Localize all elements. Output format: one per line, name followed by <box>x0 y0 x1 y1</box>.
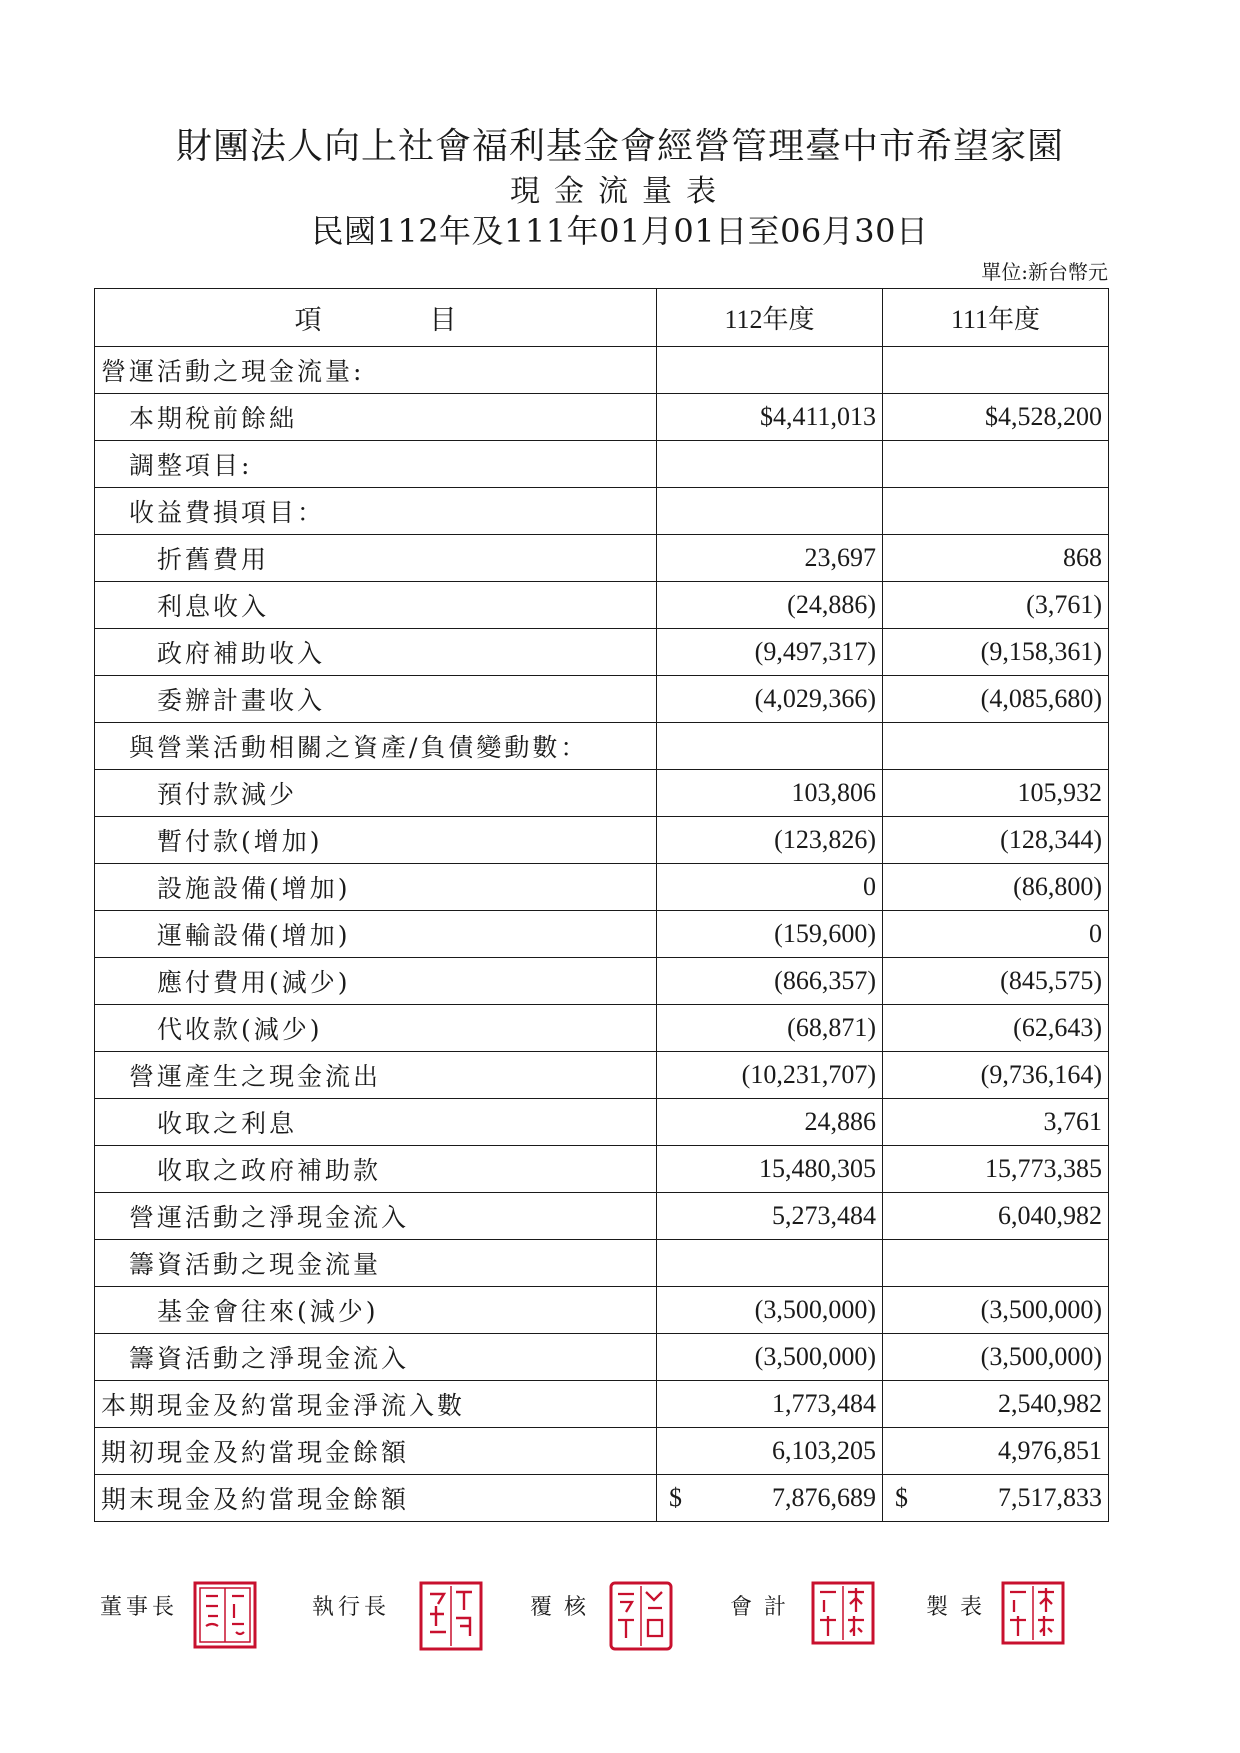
table-row <box>95 770 1109 817</box>
row-label: 與營業活動相關之資產/負債變動數： <box>95 723 657 770</box>
row-label: 本期稅前餘絀 <box>95 394 657 441</box>
preparer-seal <box>1000 1580 1066 1646</box>
table-row <box>95 1428 1109 1475</box>
value-112: 5,273,484 <box>657 1193 883 1240</box>
table-row <box>95 1193 1109 1240</box>
row-label: 暫付款(增加) <box>95 817 657 864</box>
currency-symbol: $ <box>669 1483 682 1512</box>
value-112: 6,103,205 <box>657 1428 883 1475</box>
value-112: (123,826) <box>657 817 883 864</box>
row-label: 收取之政府補助款 <box>95 1146 657 1193</box>
value-112: $4,411,013 <box>657 394 883 441</box>
chairman-label: 董事長 <box>100 1595 179 1620</box>
value-112: (10,231,707) <box>657 1052 883 1099</box>
value-111: 15,773,385 <box>883 1146 1109 1193</box>
value-112: (9,497,317) <box>657 629 883 676</box>
value-111: (3,500,000) <box>883 1287 1109 1334</box>
value-111: (3,500,000) <box>883 1334 1109 1381</box>
table-row <box>95 535 1109 582</box>
table-row <box>95 864 1109 911</box>
table-row <box>95 1240 1109 1287</box>
table-row <box>95 488 1109 535</box>
signature-block <box>100 1580 1120 1670</box>
row-label: 應付費用(減少) <box>95 958 657 1005</box>
value-112: (24,886) <box>657 582 883 629</box>
table-row <box>95 1287 1109 1334</box>
table-row <box>95 1005 1109 1052</box>
row-label: 收取之利息 <box>95 1099 657 1146</box>
amount: 7,517,833 <box>998 1483 1102 1512</box>
row-label: 期初現金及約當現金餘額 <box>95 1428 657 1475</box>
value-112: 103,806 <box>657 770 883 817</box>
value-112: (866,357) <box>657 958 883 1005</box>
row-label: 折舊費用 <box>95 535 657 582</box>
column-header-112: 112年度 <box>657 289 883 347</box>
ceo-label: 執行長 <box>312 1595 391 1620</box>
currency-symbol: $ <box>895 1483 908 1512</box>
value-111: (9,158,361) <box>883 629 1109 676</box>
table-row <box>95 1099 1109 1146</box>
table-row <box>95 817 1109 864</box>
value-112: 0 <box>657 864 883 911</box>
value-112: (68,871) <box>657 1005 883 1052</box>
accountant-seal <box>810 1580 876 1646</box>
value-111: (86,800) <box>883 864 1109 911</box>
row-label: 本期現金及約當現金淨流入數 <box>95 1381 657 1428</box>
value-112 <box>657 347 883 394</box>
value-112: 23,697 <box>657 535 883 582</box>
value-112: 24,886 <box>657 1099 883 1146</box>
row-label: 營運產生之現金流出 <box>95 1052 657 1099</box>
value-111 <box>883 488 1109 535</box>
table-row <box>95 911 1109 958</box>
value-111: $4,528,200 <box>883 394 1109 441</box>
value-111: 2,540,982 <box>883 1381 1109 1428</box>
value-112 <box>657 1475 883 1522</box>
column-header-item-label: 項 目 <box>294 305 457 336</box>
value-111: (62,643) <box>883 1005 1109 1052</box>
value-111 <box>883 347 1109 394</box>
column-header-111: 111年度 <box>883 289 1109 347</box>
table-row <box>95 582 1109 629</box>
organization-title: 財團法人向上社會福利基金會經營管理臺中市希望家園 <box>175 126 1064 167</box>
value-111: (3,761) <box>883 582 1109 629</box>
row-label: 設施設備(增加) <box>95 864 657 911</box>
value-112: (3,500,000) <box>657 1287 883 1334</box>
row-label: 調整項目: <box>95 441 657 488</box>
column-header-item <box>95 289 657 347</box>
ceo-seal <box>418 1580 484 1652</box>
value-111: 0 <box>883 911 1109 958</box>
table-row <box>95 1146 1109 1193</box>
value-112: 1,773,484 <box>657 1381 883 1428</box>
currency-value-wrap <box>883 1483 1102 1513</box>
value-111: 3,761 <box>883 1099 1109 1146</box>
table-row <box>95 629 1109 676</box>
value-111 <box>883 441 1109 488</box>
table-header-row <box>95 289 1109 347</box>
table-row-closing-balance <box>95 1475 1109 1522</box>
preparer-label: 製表 <box>926 1595 995 1620</box>
value-111 <box>883 1240 1109 1287</box>
value-112 <box>657 488 883 535</box>
accountant-label: 會計 <box>730 1595 799 1620</box>
value-112 <box>657 1240 883 1287</box>
chairman-seal <box>192 1580 258 1650</box>
row-label: 營運活動之現金流量: <box>95 347 657 394</box>
reviewer-label: 覆核 <box>530 1595 599 1620</box>
value-111: (128,344) <box>883 817 1109 864</box>
table-row <box>95 441 1109 488</box>
reviewer-seal <box>608 1580 674 1652</box>
row-label: 委辦計畫收入 <box>95 676 657 723</box>
row-label: 營運活動之淨現金流入 <box>95 1193 657 1240</box>
row-label: 基金會往來(減少) <box>95 1287 657 1334</box>
row-label: 收益費損項目： <box>95 488 657 535</box>
table-row <box>95 723 1109 770</box>
row-label: 籌資活動之淨現金流入 <box>95 1334 657 1381</box>
currency-value-wrap <box>657 1483 876 1513</box>
row-label: 代收款(減少) <box>95 1005 657 1052</box>
table-row <box>95 347 1109 394</box>
value-111: (9,736,164) <box>883 1052 1109 1099</box>
currency-unit-label: 單位:新台幣元 <box>981 260 1108 284</box>
row-label: 利息收入 <box>95 582 657 629</box>
row-label: 籌資活動之現金流量 <box>95 1240 657 1287</box>
table-row <box>95 1381 1109 1428</box>
value-112: (3,500,000) <box>657 1334 883 1381</box>
amount: 7,876,689 <box>772 1483 876 1512</box>
value-111: (4,085,680) <box>883 676 1109 723</box>
row-label: 預付款減少 <box>95 770 657 817</box>
row-label: 政府補助收入 <box>95 629 657 676</box>
table-row <box>95 394 1109 441</box>
row-label: 運輸設備(增加) <box>95 911 657 958</box>
value-111 <box>883 723 1109 770</box>
value-112: 15,480,305 <box>657 1146 883 1193</box>
table-row <box>95 1052 1109 1099</box>
table-row <box>95 958 1109 1005</box>
cash-flow-table <box>94 288 1109 1522</box>
report-title: 現金流量表 <box>510 174 730 209</box>
value-111: 105,932 <box>883 770 1109 817</box>
value-112: (4,029,366) <box>657 676 883 723</box>
table-row <box>95 1334 1109 1381</box>
table-row <box>95 676 1109 723</box>
value-111 <box>883 1475 1109 1522</box>
value-111: 4,976,851 <box>883 1428 1109 1475</box>
value-112: (159,600) <box>657 911 883 958</box>
value-112 <box>657 441 883 488</box>
value-111: (845,575) <box>883 958 1109 1005</box>
value-112 <box>657 723 883 770</box>
row-label: 期末現金及約當現金餘額 <box>95 1475 657 1522</box>
value-111: 868 <box>883 535 1109 582</box>
period-title: 民國112年及111年01月01日至06月30日 <box>311 212 929 250</box>
value-111: 6,040,982 <box>883 1193 1109 1240</box>
table-body <box>95 347 1109 1522</box>
